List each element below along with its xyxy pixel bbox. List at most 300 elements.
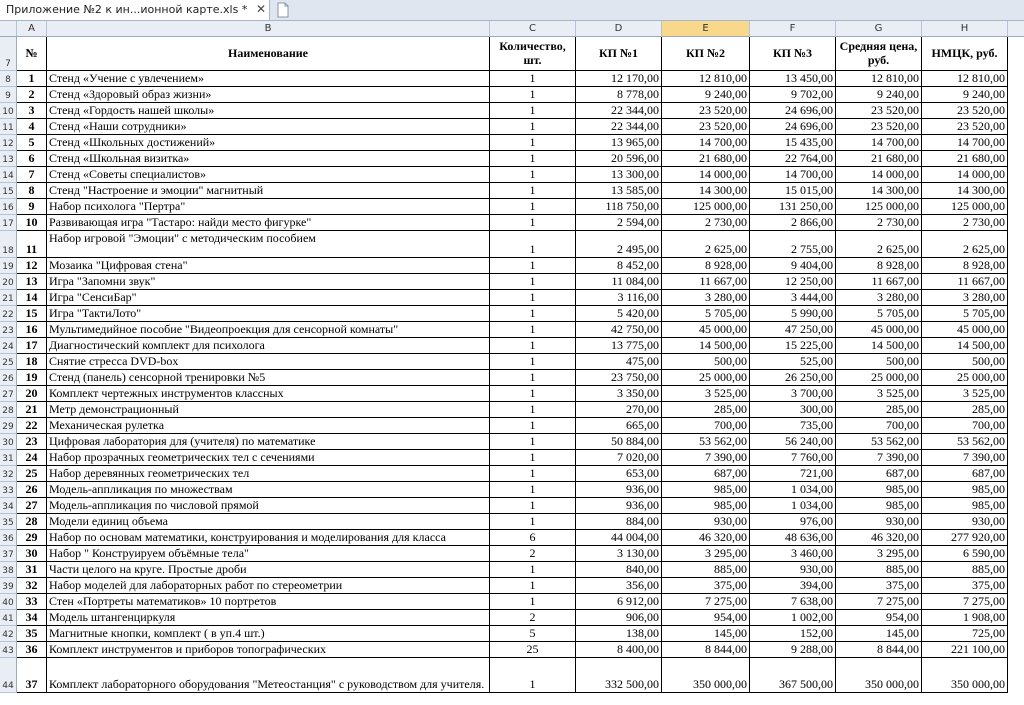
cell-kp2[interactable]: 12 810,00: [662, 71, 750, 87]
cell-nmck[interactable]: 375,00: [922, 578, 1008, 594]
cell-name[interactable]: Игра "СенсиБар": [47, 290, 490, 306]
cell-kp3[interactable]: 152,00: [750, 626, 836, 642]
cell-kp1[interactable]: 3 116,00: [576, 290, 662, 306]
cell-num[interactable]: 25: [17, 466, 47, 482]
cell-nmck[interactable]: 221 100,00: [922, 642, 1008, 658]
row-number[interactable]: 20: [0, 274, 17, 290]
cell-num[interactable]: 17: [17, 338, 47, 354]
row-number[interactable]: 27: [0, 386, 17, 402]
cell-kp2[interactable]: 375,00: [662, 578, 750, 594]
cell-num[interactable]: 11: [17, 231, 47, 258]
cell-name[interactable]: Набор по основам математики, конструирования и моделирования для класса: [47, 530, 490, 546]
row-number[interactable]: 9: [0, 87, 17, 103]
cell-name[interactable]: Стенд «Школьных достижений»: [47, 135, 490, 151]
cell-qty[interactable]: 1: [490, 594, 576, 610]
cell-kp1[interactable]: 884,00: [576, 514, 662, 530]
cell-nmck[interactable]: 11 667,00: [922, 274, 1008, 290]
cell-num[interactable]: 22: [17, 418, 47, 434]
cell-qty[interactable]: 1: [490, 482, 576, 498]
cell-kp2[interactable]: 23 520,00: [662, 103, 750, 119]
cell-qty[interactable]: 6: [490, 530, 576, 546]
cell-avg-price[interactable]: 985,00: [836, 482, 922, 498]
row-number[interactable]: 11: [0, 119, 17, 135]
cell-nmck[interactable]: 687,00: [922, 466, 1008, 482]
row-number[interactable]: 23: [0, 322, 17, 338]
header-name[interactable]: Наименование: [47, 37, 490, 71]
cell-nmck[interactable]: 9 240,00: [922, 87, 1008, 103]
cell-kp1[interactable]: 5 420,00: [576, 306, 662, 322]
cell-kp2[interactable]: 25 000,00: [662, 370, 750, 386]
cell-qty[interactable]: 1: [490, 322, 576, 338]
cell-kp1[interactable]: 356,00: [576, 578, 662, 594]
cell-kp2[interactable]: 2 730,00: [662, 215, 750, 231]
cell-qty[interactable]: 1: [490, 167, 576, 183]
cell-kp1[interactable]: 12 170,00: [576, 71, 662, 87]
cell-qty[interactable]: 1: [490, 87, 576, 103]
cell-kp1[interactable]: 50 884,00: [576, 434, 662, 450]
cell-kp2[interactable]: 885,00: [662, 562, 750, 578]
row-number[interactable]: 30: [0, 434, 17, 450]
cell-num[interactable]: 21: [17, 402, 47, 418]
row-number[interactable]: 22: [0, 306, 17, 322]
row-number[interactable]: 26: [0, 370, 17, 386]
cell-name[interactable]: Магнитные кнопки, комплект ( в уп.4 шт.): [47, 626, 490, 642]
cell-avg-price[interactable]: 45 000,00: [836, 322, 922, 338]
cell-nmck[interactable]: 45 000,00: [922, 322, 1008, 338]
cell-kp3[interactable]: 735,00: [750, 418, 836, 434]
cell-qty[interactable]: 2: [490, 546, 576, 562]
cell-avg-price[interactable]: 14 700,00: [836, 135, 922, 151]
cell-name[interactable]: Набор деревянных геометрических тел: [47, 466, 490, 482]
cell-kp1[interactable]: 906,00: [576, 610, 662, 626]
cell-kp1[interactable]: 8 452,00: [576, 258, 662, 274]
cell-kp2[interactable]: 687,00: [662, 466, 750, 482]
cell-avg-price[interactable]: 3 525,00: [836, 386, 922, 402]
cell-kp1[interactable]: 270,00: [576, 402, 662, 418]
cell-kp2[interactable]: 21 680,00: [662, 151, 750, 167]
cell-kp3[interactable]: 3 700,00: [750, 386, 836, 402]
cell-name[interactable]: Стенд «Гордость нашей школы»: [47, 103, 490, 119]
row-number[interactable]: 16: [0, 199, 17, 215]
cell-kp2[interactable]: 3 525,00: [662, 386, 750, 402]
cell-avg-price[interactable]: 930,00: [836, 514, 922, 530]
cell-avg-price[interactable]: 7 275,00: [836, 594, 922, 610]
cell-nmck[interactable]: 53 562,00: [922, 434, 1008, 450]
cell-nmck[interactable]: 14 300,00: [922, 183, 1008, 199]
cell-qty[interactable]: 25: [490, 642, 576, 658]
cell-qty[interactable]: 1: [490, 354, 576, 370]
header-kp2[interactable]: КП №2: [662, 37, 750, 71]
cell-kp2[interactable]: 45 000,00: [662, 322, 750, 338]
cell-avg-price[interactable]: 885,00: [836, 562, 922, 578]
cell-qty[interactable]: 1: [490, 135, 576, 151]
cell-kp2[interactable]: 700,00: [662, 418, 750, 434]
cell-qty[interactable]: 5: [490, 626, 576, 642]
column-header-c[interactable]: C: [490, 21, 576, 36]
cell-kp2[interactable]: 11 667,00: [662, 274, 750, 290]
cell-avg-price[interactable]: 46 320,00: [836, 530, 922, 546]
row-number[interactable]: 14: [0, 167, 17, 183]
cell-num[interactable]: 15: [17, 306, 47, 322]
cell-nmck[interactable]: 2 730,00: [922, 215, 1008, 231]
new-document-icon[interactable]: [276, 2, 290, 18]
cell-qty[interactable]: 1: [490, 562, 576, 578]
cell-name[interactable]: Модель-аппликация по числовой прямой: [47, 498, 490, 514]
cell-kp3[interactable]: 300,00: [750, 402, 836, 418]
cell-qty[interactable]: 1: [490, 370, 576, 386]
cell-kp3[interactable]: 12 250,00: [750, 274, 836, 290]
cell-avg-price[interactable]: 8 844,00: [836, 642, 922, 658]
row-number[interactable]: 36: [0, 530, 17, 546]
row-number[interactable]: 29: [0, 418, 17, 434]
cell-avg-price[interactable]: 700,00: [836, 418, 922, 434]
cell-kp1[interactable]: 13 585,00: [576, 183, 662, 199]
cell-num[interactable]: 12: [17, 258, 47, 274]
cell-nmck[interactable]: 12 810,00: [922, 71, 1008, 87]
cell-kp2[interactable]: 14 000,00: [662, 167, 750, 183]
cell-kp1[interactable]: 332 500,00: [576, 658, 662, 693]
cell-kp1[interactable]: 665,00: [576, 418, 662, 434]
cell-num[interactable]: 34: [17, 610, 47, 626]
row-number[interactable]: 13: [0, 151, 17, 167]
cell-avg-price[interactable]: 125 000,00: [836, 199, 922, 215]
row-number[interactable]: 38: [0, 562, 17, 578]
cell-kp1[interactable]: 138,00: [576, 626, 662, 642]
cell-kp1[interactable]: 20 596,00: [576, 151, 662, 167]
cell-kp1[interactable]: 6 912,00: [576, 594, 662, 610]
cell-kp1[interactable]: 22 344,00: [576, 119, 662, 135]
cell-num[interactable]: 28: [17, 514, 47, 530]
cell-avg-price[interactable]: 12 810,00: [836, 71, 922, 87]
cell-avg-price[interactable]: 2 730,00: [836, 215, 922, 231]
cell-name[interactable]: Развивающая игра "Тастаро: найди место фигурке": [47, 215, 490, 231]
cell-kp3[interactable]: 721,00: [750, 466, 836, 482]
cell-kp3[interactable]: 9 404,00: [750, 258, 836, 274]
cell-kp3[interactable]: 3 460,00: [750, 546, 836, 562]
cell-kp1[interactable]: 13 775,00: [576, 338, 662, 354]
cell-kp2[interactable]: 350 000,00: [662, 658, 750, 693]
cell-avg-price[interactable]: 53 562,00: [836, 434, 922, 450]
cell-qty[interactable]: 1: [490, 151, 576, 167]
cell-nmck[interactable]: 7 275,00: [922, 594, 1008, 610]
row-number[interactable]: 10: [0, 103, 17, 119]
cell-name[interactable]: Набор психолога "Пертра": [47, 199, 490, 215]
cell-num[interactable]: 36: [17, 642, 47, 658]
cell-kp2[interactable]: 8 844,00: [662, 642, 750, 658]
cell-kp1[interactable]: 2 594,00: [576, 215, 662, 231]
cell-kp2[interactable]: 145,00: [662, 626, 750, 642]
row-number[interactable]: 41: [0, 610, 17, 626]
cell-nmck[interactable]: 930,00: [922, 514, 1008, 530]
cell-num[interactable]: 7: [17, 167, 47, 183]
cell-kp1[interactable]: 475,00: [576, 354, 662, 370]
column-header-b[interactable]: B: [47, 21, 490, 36]
select-all-corner[interactable]: [0, 21, 17, 36]
cell-nmck[interactable]: 350 000,00: [922, 658, 1008, 693]
cell-kp3[interactable]: 9 702,00: [750, 87, 836, 103]
cell-num[interactable]: 31: [17, 562, 47, 578]
cell-kp2[interactable]: 23 520,00: [662, 119, 750, 135]
cell-kp1[interactable]: 653,00: [576, 466, 662, 482]
cell-num[interactable]: 10: [17, 215, 47, 231]
cell-qty[interactable]: 1: [490, 183, 576, 199]
cell-avg-price[interactable]: 14 300,00: [836, 183, 922, 199]
header-avg-price[interactable]: Средняя цена, руб.: [836, 37, 922, 71]
cell-nmck[interactable]: 125 000,00: [922, 199, 1008, 215]
cell-kp3[interactable]: 3 444,00: [750, 290, 836, 306]
row-number[interactable]: 42: [0, 626, 17, 642]
cell-avg-price[interactable]: 7 390,00: [836, 450, 922, 466]
cell-avg-price[interactable]: 9 240,00: [836, 87, 922, 103]
cell-name[interactable]: Набор прозрачных геометрических тел с сечениями: [47, 450, 490, 466]
cell-kp2[interactable]: 985,00: [662, 498, 750, 514]
row-number[interactable]: 18: [0, 231, 17, 258]
cell-kp2[interactable]: 9 240,00: [662, 87, 750, 103]
cell-name[interactable]: Набор моделей для лабораторных работ по стереометрии: [47, 578, 490, 594]
cell-name[interactable]: Стенд «Наши сотрудники»: [47, 119, 490, 135]
cell-nmck[interactable]: 1 908,00: [922, 610, 1008, 626]
cell-kp1[interactable]: 936,00: [576, 482, 662, 498]
row-number[interactable]: 40: [0, 594, 17, 610]
header-num[interactable]: №: [17, 37, 47, 71]
cell-kp2[interactable]: 5 705,00: [662, 306, 750, 322]
cell-kp3[interactable]: 930,00: [750, 562, 836, 578]
cell-avg-price[interactable]: 8 928,00: [836, 258, 922, 274]
cell-name[interactable]: Игра "Запомни звук": [47, 274, 490, 290]
cell-num[interactable]: 24: [17, 450, 47, 466]
cell-avg-price[interactable]: 500,00: [836, 354, 922, 370]
document-tab[interactable]: [0, 0, 270, 20]
cell-kp3[interactable]: 15 225,00: [750, 338, 836, 354]
cell-name[interactable]: Стенд «Школьная визитка»: [47, 151, 490, 167]
cell-avg-price[interactable]: 985,00: [836, 498, 922, 514]
cell-name[interactable]: Комплект чертежных инструментов классных: [47, 386, 490, 402]
row-number[interactable]: 8: [0, 71, 17, 87]
cell-kp3[interactable]: 15 435,00: [750, 135, 836, 151]
cell-kp3[interactable]: 26 250,00: [750, 370, 836, 386]
cell-kp3[interactable]: 525,00: [750, 354, 836, 370]
cell-kp1[interactable]: 13 965,00: [576, 135, 662, 151]
cell-qty[interactable]: 1: [490, 199, 576, 215]
row-number[interactable]: 28: [0, 402, 17, 418]
cell-num[interactable]: 3: [17, 103, 47, 119]
cell-qty[interactable]: 1: [490, 402, 576, 418]
cell-num[interactable]: 33: [17, 594, 47, 610]
cell-qty[interactable]: 1: [490, 434, 576, 450]
column-header-f[interactable]: F: [750, 21, 836, 36]
cell-qty[interactable]: 1: [490, 578, 576, 594]
cell-qty[interactable]: 1: [490, 71, 576, 87]
cell-num[interactable]: 29: [17, 530, 47, 546]
cell-kp2[interactable]: 14 500,00: [662, 338, 750, 354]
cell-kp1[interactable]: 3 130,00: [576, 546, 662, 562]
cell-name[interactable]: Стенд (панель) сенсорной тренировки №5: [47, 370, 490, 386]
cell-kp2[interactable]: 46 320,00: [662, 530, 750, 546]
cell-avg-price[interactable]: 285,00: [836, 402, 922, 418]
cell-kp2[interactable]: 930,00: [662, 514, 750, 530]
cell-kp1[interactable]: 42 750,00: [576, 322, 662, 338]
cell-kp3[interactable]: 5 990,00: [750, 306, 836, 322]
cell-num[interactable]: 20: [17, 386, 47, 402]
cell-qty[interactable]: 1: [490, 466, 576, 482]
cell-nmck[interactable]: 14 500,00: [922, 338, 1008, 354]
cell-name[interactable]: Стен «Портреты математиков» 10 портретов: [47, 594, 490, 610]
cell-kp2[interactable]: 14 300,00: [662, 183, 750, 199]
cell-nmck[interactable]: 725,00: [922, 626, 1008, 642]
cell-kp1[interactable]: 8 400,00: [576, 642, 662, 658]
cell-avg-price[interactable]: 687,00: [836, 466, 922, 482]
cell-kp3[interactable]: 9 288,00: [750, 642, 836, 658]
cell-num[interactable]: 26: [17, 482, 47, 498]
cell-kp2[interactable]: 285,00: [662, 402, 750, 418]
cell-avg-price[interactable]: 23 520,00: [836, 103, 922, 119]
cell-num[interactable]: 32: [17, 578, 47, 594]
column-header-e[interactable]: E: [662, 21, 750, 36]
cell-kp2[interactable]: 8 928,00: [662, 258, 750, 274]
cell-kp2[interactable]: 125 000,00: [662, 199, 750, 215]
cell-qty[interactable]: 1: [490, 258, 576, 274]
cell-num[interactable]: 23: [17, 434, 47, 450]
cell-name[interactable]: Игра "ТактиЛото": [47, 306, 490, 322]
cell-num[interactable]: 16: [17, 322, 47, 338]
row-number[interactable]: 34: [0, 498, 17, 514]
cell-name[interactable]: Механическая рулетка: [47, 418, 490, 434]
cell-kp3[interactable]: 1 002,00: [750, 610, 836, 626]
header-kp1[interactable]: КП №1: [576, 37, 662, 71]
cell-kp2[interactable]: 53 562,00: [662, 434, 750, 450]
cell-avg-price[interactable]: 14 000,00: [836, 167, 922, 183]
cell-num[interactable]: 6: [17, 151, 47, 167]
cell-name[interactable]: Модель штангенциркуля: [47, 610, 490, 626]
cell-kp1[interactable]: 8 778,00: [576, 87, 662, 103]
cell-kp2[interactable]: 500,00: [662, 354, 750, 370]
cell-num[interactable]: 2: [17, 87, 47, 103]
cell-name[interactable]: Цифровая лаборатория для (учителя) по математике: [47, 434, 490, 450]
cell-num[interactable]: 35: [17, 626, 47, 642]
cell-avg-price[interactable]: 375,00: [836, 578, 922, 594]
row-number[interactable]: 15: [0, 183, 17, 199]
cell-num[interactable]: 27: [17, 498, 47, 514]
row-number[interactable]: 43: [0, 642, 17, 658]
cell-nmck[interactable]: 6 590,00: [922, 546, 1008, 562]
row-number[interactable]: 35: [0, 514, 17, 530]
cell-nmck[interactable]: 8 928,00: [922, 258, 1008, 274]
cell-kp3[interactable]: 976,00: [750, 514, 836, 530]
cell-kp3[interactable]: 22 764,00: [750, 151, 836, 167]
cell-avg-price[interactable]: 350 000,00: [836, 658, 922, 693]
cell-num[interactable]: 1: [17, 71, 47, 87]
cell-avg-price[interactable]: 25 000,00: [836, 370, 922, 386]
cell-qty[interactable]: 1: [490, 498, 576, 514]
cell-name[interactable]: Стенд «Советы специалистов»: [47, 167, 490, 183]
column-header-d[interactable]: D: [576, 21, 662, 36]
row-number[interactable]: 19: [0, 258, 17, 274]
cell-num[interactable]: 14: [17, 290, 47, 306]
cell-qty[interactable]: 1: [490, 450, 576, 466]
cell-name[interactable]: Мозаика "Цифровая стена": [47, 258, 490, 274]
cell-num[interactable]: 8: [17, 183, 47, 199]
cell-kp2[interactable]: 3 280,00: [662, 290, 750, 306]
cell-name[interactable]: Части целого на круге. Простые дроби: [47, 562, 490, 578]
cell-kp1[interactable]: 2 495,00: [576, 231, 662, 258]
cell-qty[interactable]: 1: [490, 119, 576, 135]
row-number[interactable]: 33: [0, 482, 17, 498]
cell-qty[interactable]: 1: [490, 418, 576, 434]
cell-nmck[interactable]: 985,00: [922, 482, 1008, 498]
cell-nmck[interactable]: 885,00: [922, 562, 1008, 578]
cell-name[interactable]: Мультимедийное пособие "Видеопроекция для сенсорной комнаты": [47, 322, 490, 338]
cell-kp3[interactable]: 15 015,00: [750, 183, 836, 199]
cell-nmck[interactable]: 3 525,00: [922, 386, 1008, 402]
cell-nmck[interactable]: 7 390,00: [922, 450, 1008, 466]
cell-avg-price[interactable]: 23 520,00: [836, 119, 922, 135]
cell-kp3[interactable]: 367 500,00: [750, 658, 836, 693]
cell-num[interactable]: 18: [17, 354, 47, 370]
cell-num[interactable]: 19: [17, 370, 47, 386]
cell-num[interactable]: 5: [17, 135, 47, 151]
cell-qty[interactable]: 2: [490, 610, 576, 626]
cell-qty[interactable]: 1: [490, 231, 576, 258]
cell-qty[interactable]: 1: [490, 215, 576, 231]
row-number[interactable]: 44: [0, 658, 17, 693]
header-nmck[interactable]: НМЦК, руб.: [922, 37, 1008, 71]
cell-avg-price[interactable]: 954,00: [836, 610, 922, 626]
cell-nmck[interactable]: 500,00: [922, 354, 1008, 370]
header-kp3[interactable]: КП №3: [750, 37, 836, 71]
cell-qty[interactable]: 1: [490, 658, 576, 693]
cell-kp3[interactable]: 24 696,00: [750, 103, 836, 119]
cell-kp2[interactable]: 3 295,00: [662, 546, 750, 562]
cell-avg-price[interactable]: 11 667,00: [836, 274, 922, 290]
cell-kp3[interactable]: 24 696,00: [750, 119, 836, 135]
cell-avg-price[interactable]: 2 625,00: [836, 231, 922, 258]
cell-nmck[interactable]: 3 280,00: [922, 290, 1008, 306]
row-number[interactable]: 12: [0, 135, 17, 151]
cell-kp3[interactable]: 47 250,00: [750, 322, 836, 338]
column-header-a[interactable]: A: [17, 21, 47, 36]
cell-kp3[interactable]: 7 638,00: [750, 594, 836, 610]
cell-num[interactable]: 13: [17, 274, 47, 290]
cell-name[interactable]: Модели единиц объема: [47, 514, 490, 530]
cell-kp3[interactable]: 1 034,00: [750, 498, 836, 514]
cell-kp1[interactable]: 44 004,00: [576, 530, 662, 546]
cell-nmck[interactable]: 14 000,00: [922, 167, 1008, 183]
header-qty[interactable]: Количество, шт.: [490, 37, 576, 71]
column-header-g[interactable]: G: [836, 21, 922, 36]
cell-nmck[interactable]: 277 920,00: [922, 530, 1008, 546]
cell-avg-price[interactable]: 3 280,00: [836, 290, 922, 306]
cell-kp3[interactable]: 7 760,00: [750, 450, 836, 466]
cell-name[interactable]: Диагностический комплект для психолога: [47, 338, 490, 354]
cell-kp2[interactable]: 985,00: [662, 482, 750, 498]
cell-kp2[interactable]: 2 625,00: [662, 231, 750, 258]
cell-name[interactable]: Стенд «Здоровый образ жизни»: [47, 87, 490, 103]
cell-kp2[interactable]: 14 700,00: [662, 135, 750, 151]
cell-kp1[interactable]: 118 750,00: [576, 199, 662, 215]
cell-kp1[interactable]: 22 344,00: [576, 103, 662, 119]
cell-num[interactable]: 30: [17, 546, 47, 562]
cell-kp2[interactable]: 954,00: [662, 610, 750, 626]
cell-kp1[interactable]: 23 750,00: [576, 370, 662, 386]
cell-num[interactable]: 9: [17, 199, 47, 215]
cell-nmck[interactable]: 5 705,00: [922, 306, 1008, 322]
column-header-h[interactable]: H: [922, 21, 1008, 36]
cell-kp1[interactable]: 3 350,00: [576, 386, 662, 402]
cell-nmck[interactable]: 21 680,00: [922, 151, 1008, 167]
cell-avg-price[interactable]: 14 500,00: [836, 338, 922, 354]
row-number[interactable]: 25: [0, 354, 17, 370]
cell-kp1[interactable]: 13 300,00: [576, 167, 662, 183]
